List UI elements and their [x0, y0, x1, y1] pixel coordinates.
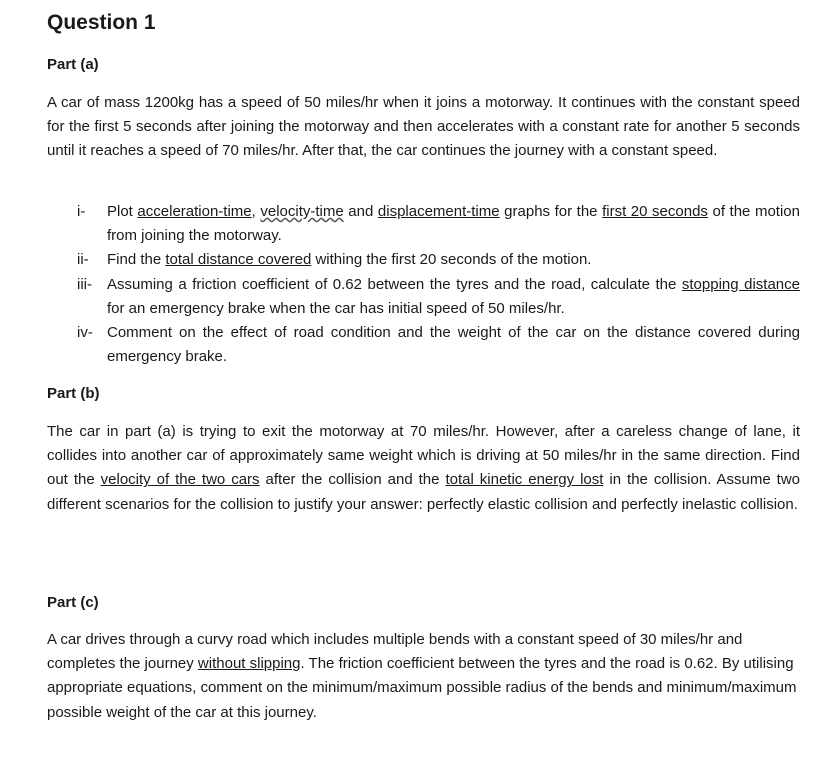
underlined-term: velocity-time: [260, 203, 344, 220]
paragraph-text: after the collision and the: [259, 471, 446, 489]
list-item: [77, 321, 800, 369]
list-item-text: of the motion from joining the motorway.: [107, 203, 800, 245]
list-item-text: Comment on the effect of road condition and the weight of the car on the distance covered during emergency brake.: [107, 324, 800, 366]
part-c-title: Part (c): [47, 594, 99, 611]
part-b-paragraph: [47, 420, 800, 517]
paragraph-text: The car in part (a) is trying to exit the motorway at 70 miles/hr. However, after a careless change of lane, it collides into another car of approximately same weight which is driving at 50 miles/hr in the same direction. Find out the: [47, 423, 800, 489]
underlined-term: stopping distance: [681, 275, 800, 293]
list-item-text: Assuming a friction coefficient of 0.62 between the tyres and the road, calculate the: [107, 275, 682, 293]
list-item-text: withing the first 20 seconds of the motion.: [311, 251, 592, 269]
list-item-text: Find the: [107, 251, 166, 269]
list-item-number: ii-: [77, 251, 89, 269]
part-a-title: Part (a): [47, 56, 99, 73]
list-item-text: ,: [251, 203, 261, 220]
list-item-number: i-: [77, 203, 86, 220]
underlined-term: acceleration-time: [137, 203, 252, 220]
underlined-term: total kinetic energy lost: [445, 471, 604, 489]
list-item-text: graphs for the: [499, 203, 603, 220]
underlined-term: velocity of the two cars: [100, 471, 260, 489]
paragraph-text: A car drives through a curvy road which includes multiple bends with a constant speed of 30 miles/hr and completes the journey: [47, 631, 743, 673]
part-b-title: Part (b): [47, 385, 100, 402]
paragraph-text: in the collision. Assume two different scenarios for the collision to justify your answer: perfectly elastic collision and perfectly inelastic collision.: [47, 471, 800, 513]
question-heading: Question 1: [47, 11, 156, 34]
list-item: [77, 273, 800, 321]
list-item: [77, 248, 800, 272]
underlined-term: total distance covered: [165, 251, 312, 269]
list-item: [77, 200, 800, 248]
list-item-text: for an emergency brake when the car has initial speed of 50 miles/hr.: [107, 299, 565, 317]
underlined-term: first 20 seconds: [602, 203, 708, 220]
underlined-term: displacement-time: [377, 203, 500, 220]
part-c-paragraph: [47, 628, 800, 725]
list-item-number: iii-: [77, 275, 92, 293]
underlined-term: without slipping: [197, 655, 301, 673]
list-item-text: and: [343, 203, 378, 220]
part-a-list: [77, 200, 800, 369]
list-item-text: Plot: [107, 203, 138, 220]
part-a-paragraph: A car of mass 1200kg has a speed of 50 miles/hr when it joins a motorway. It continues with the constant speed for the first 5 seconds after joining the motorway and then accelerates with a constant rate for another 5 seconds until it reaches a speed of 70 miles/hr. After that, the car continues the journey with a constant speed.: [47, 94, 800, 160]
list-item-number: iv-: [77, 324, 93, 342]
paragraph-text: . The friction coefficient between the tyres and the road is 0.62. By utilising appropriate equations, comment on the minimum/maximum possible radius of the bends and minimum/maximum possible weight of the car at this journey.: [47, 655, 797, 721]
